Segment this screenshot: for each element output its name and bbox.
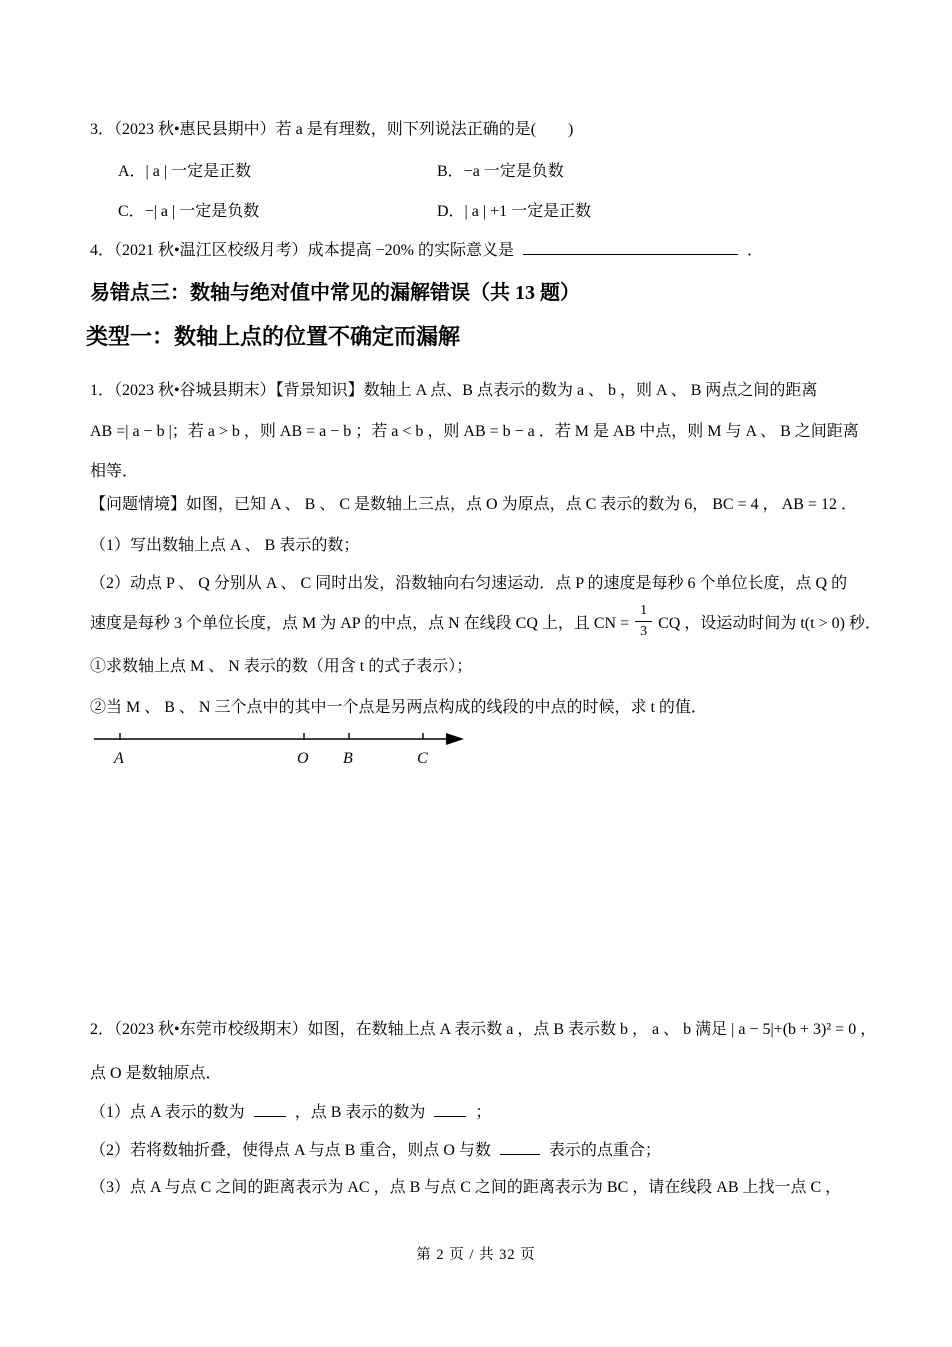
axis-label-a: A bbox=[114, 750, 124, 767]
question-4 bbox=[90, 239, 763, 262]
fraction-denominator: 3 bbox=[640, 623, 648, 639]
q1-line-7 bbox=[90, 595, 881, 647]
q2-part-1 bbox=[90, 1101, 491, 1124]
number-line-axis bbox=[90, 726, 482, 748]
number-line-figure bbox=[90, 726, 490, 782]
q4-answer-blank bbox=[523, 239, 738, 255]
question-3-stem: 3．（2023 秋•惠民县期中）若 a 是有理数，则下列说法正确的是( ) bbox=[90, 121, 574, 138]
q1-line-6: （2）动点 P 、 Q 分别从 A 、 C 同时出发，沿数轴向右匀速运动．点 P 的速度是每秒 6 个单位长度，点 Q 的 bbox=[90, 575, 848, 592]
section-heading: 易错点三：数轴与绝对值中常见的漏解错误（共 13 题） bbox=[90, 282, 580, 304]
q1-subquestion-1: ①求数轴上点 M 、 N 表示的数（用含 t 的式子表示）； bbox=[90, 658, 473, 675]
q3-option-a: A．| a | 一定是正数 bbox=[118, 163, 252, 180]
page-footer: 第 2 页 / 共 32 页 bbox=[416, 1247, 536, 1263]
arrow-right-icon bbox=[446, 733, 464, 745]
q2-part1-mid: ，点 B 表示的数为 bbox=[294, 1104, 426, 1121]
q2-part-3: （3）点 A 与点 C 之间的距离表示为 AC ，点 B 与点 C 之间的距离表示为 BC ，请在线段 AB 上找一点 C ， bbox=[90, 1179, 842, 1196]
q2-line-2: 点 O 是数轴原点． bbox=[90, 1065, 222, 1082]
q3-option-d: D．| a | +1 一定是正数 bbox=[437, 203, 592, 220]
q3-option-c: C．−| a | 一定是负数 bbox=[118, 203, 260, 220]
type-heading: 类型一：数轴上点的位置不确定而漏解 bbox=[86, 324, 461, 349]
q1-frac-after: CQ ，设运动时间为 t(t > 0) 秒． bbox=[658, 614, 881, 632]
q1-line-1: 1．（2023 秋•谷城县期末）【背景知识】数轴上 A 点、B 点表示的数为 a 、 b ，则 A 、 B 两点之间的距离 bbox=[90, 382, 818, 399]
axis-label-c: C bbox=[417, 750, 428, 767]
q2-part2-blank bbox=[500, 1139, 540, 1155]
fraction-numerator: 1 bbox=[635, 602, 652, 622]
fraction-one-third bbox=[635, 602, 652, 640]
q2-part1-after: ； bbox=[475, 1104, 492, 1121]
axis-label-o: O bbox=[297, 750, 309, 767]
q2-part1-before: （1）点 A 表示的数为 bbox=[90, 1104, 245, 1121]
q1-frac-before: 速度是每秒 3 个单位长度，点 M 为 AP 的中点，点 N 在线段 CQ 上，且 CN = bbox=[90, 614, 630, 632]
q1-line-5: （1）写出数轴上点 A 、 B 表示的数； bbox=[90, 537, 360, 554]
q2-part1-blank-b bbox=[434, 1101, 466, 1117]
q2-part2-before: （2）若将数轴折叠，使得点 A 与点 B 重合，则点 O 与数 bbox=[90, 1142, 491, 1159]
q2-line-1: 2．（2023 秋•东莞市校级期末）如图，在数轴上点 A 表示数 a ，点 B 表示数 b ， a 、 b 满足 | a − 5|+(b + 3)² = 0 ， bbox=[90, 1021, 877, 1038]
q2-part-2 bbox=[90, 1139, 661, 1162]
q1-line-2: AB =| a − b |；若 a > b ，则 AB = a − b ；若 a < b ，则 AB = b − a ．若 M 是 AB 中点，则 M 与 A 、 B 之间距离 bbox=[90, 423, 859, 440]
q3-option-b: B．−a 一定是负数 bbox=[437, 163, 564, 180]
q2-part2-after: 表示的点重合； bbox=[548, 1142, 661, 1159]
q4-text: 4．（2021 秋•温江区校级月考）成本提高 −20% 的实际意义是 bbox=[90, 242, 514, 259]
q4-period: ． bbox=[746, 242, 763, 259]
q1-line-4: 【问题情境】如图，已知 A 、 B 、 C 是数轴上三点，点 O 为原点，点 C 表示的数为 6， BC = 4 ， AB = 12 ． bbox=[90, 496, 857, 513]
q1-subquestion-2: ②当 M 、 B 、 N 三个点中的其中一个点是另两点构成的线段的中点的时候，求 t 的值． bbox=[90, 699, 707, 716]
q1-line-3: 相等． bbox=[90, 463, 139, 480]
q2-part1-blank-a bbox=[254, 1101, 286, 1117]
axis-label-b: B bbox=[343, 750, 353, 767]
